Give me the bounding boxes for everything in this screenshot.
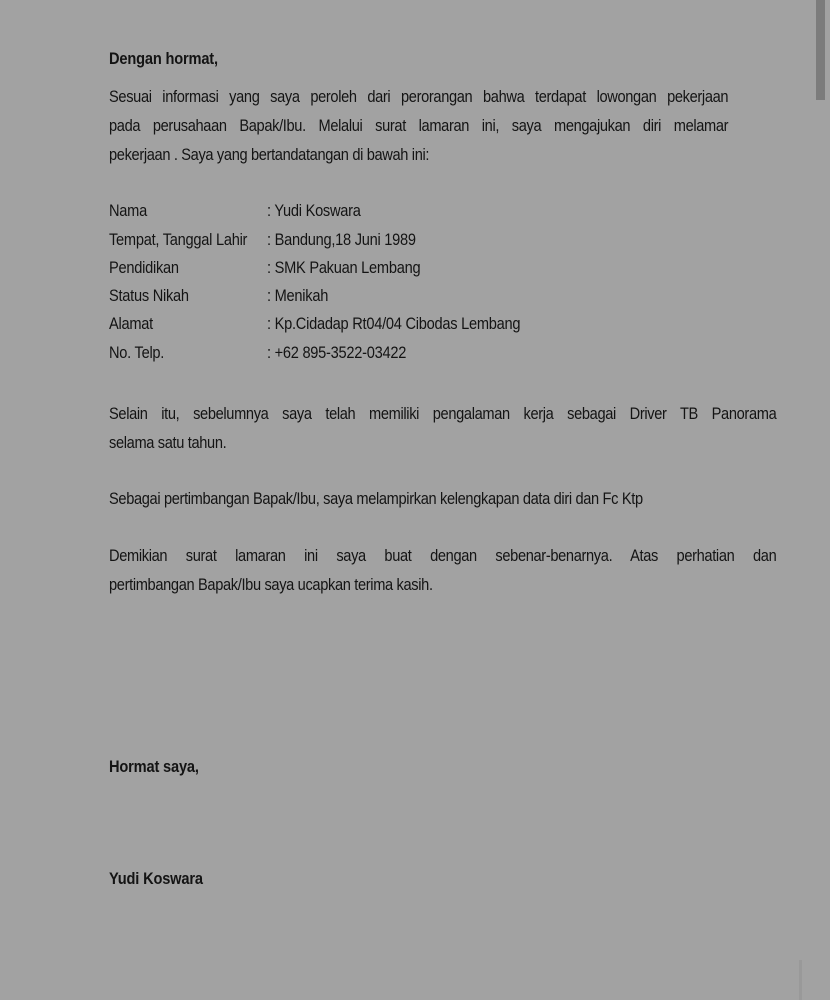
detail-label: Nama bbox=[109, 201, 147, 220]
vertical-scrollbar-thumb[interactable] bbox=[816, 0, 825, 100]
detail-value: : Bandung,18 Juni 1989 bbox=[267, 230, 416, 249]
detail-value: : Menikah bbox=[267, 286, 329, 305]
detail-value: : Kp.Cidadap Rt04/04 Cibodas Lembang bbox=[267, 314, 521, 333]
experience-line-1: Selain itu, sebelumnya saya telah memiliki pengalaman kerja sebagai Driver TB Panorama bbox=[109, 404, 777, 423]
detail-label: Pendidikan bbox=[109, 258, 179, 277]
signature-name: Yudi Koswara bbox=[109, 869, 203, 888]
detail-label: Alamat bbox=[109, 314, 153, 333]
detail-value: : SMK Pakuan Lembang bbox=[267, 258, 421, 277]
closing-line-2: pertimbangan Bapak/Ibu saya ucapkan terima kasih. bbox=[109, 575, 433, 594]
sign-off: Hormat saya, bbox=[109, 757, 199, 776]
intro-line-1: Sesuai informasi yang saya peroleh dari perorangan bahwa terdapat lowongan pekerjaan bbox=[109, 87, 729, 106]
detail-label: Tempat, Tanggal Lahir bbox=[109, 230, 248, 249]
detail-label: Status Nikah bbox=[109, 286, 189, 305]
detail-label: No. Telp. bbox=[109, 343, 165, 362]
greeting: Dengan hormat, bbox=[109, 49, 218, 68]
intro-line-3: pekerjaan . Saya yang bertandatangan di bawah ini: bbox=[109, 145, 430, 164]
intro-line-2: pada perusahaan Bapak/Ibu. Melalui surat lamaran ini, saya mengajukan diri melamar bbox=[109, 116, 729, 135]
attachment-line: Sebagai pertimbangan Bapak/Ibu, saya melampirkan kelengkapan data diri dan Fc Ktp bbox=[109, 489, 643, 508]
detail-value: : Yudi Koswara bbox=[267, 201, 361, 220]
detail-value: : +62 895-3522-03422 bbox=[267, 343, 407, 362]
experience-line-2: selama satu tahun. bbox=[109, 433, 227, 452]
closing-line-1: Demikian surat lamaran ini saya buat dengan sebenar-benarnya. Atas perhatian dan bbox=[109, 546, 777, 565]
page-edge-divider bbox=[799, 960, 802, 1000]
